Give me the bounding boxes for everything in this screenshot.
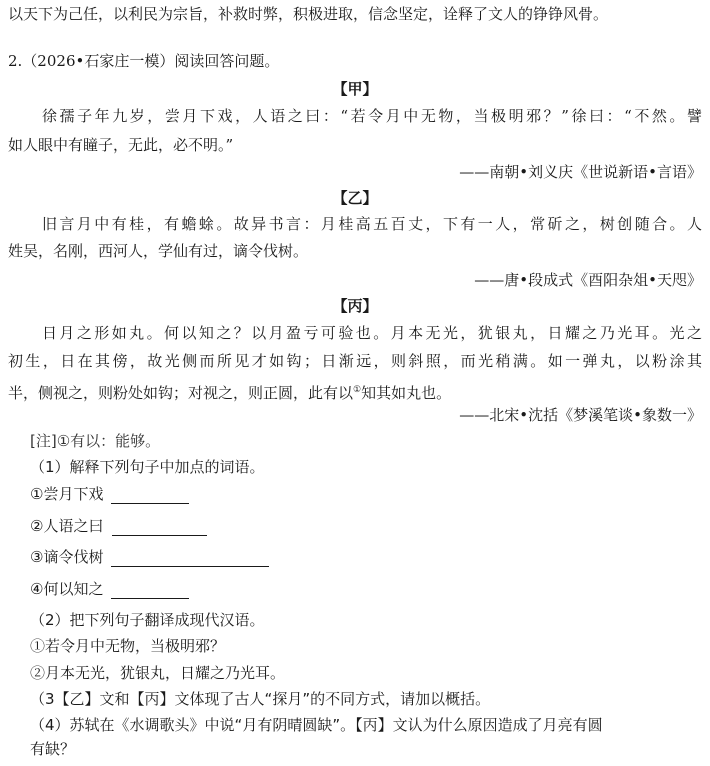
item-number: ① xyxy=(30,485,44,503)
question-2-item-1: ①若令月中无物，当极明邪？ xyxy=(30,637,226,655)
preceding-text-line: 以天下为己任，以利民为宗旨，补救时弊，积极进取，信念坚定，诠释了文人的铮铮风骨。 xyxy=(8,5,609,23)
dotted-word: 尝 xyxy=(43,485,59,503)
answer-blank[interactable] xyxy=(111,582,189,599)
passage-bing-heading: 【丙】 xyxy=(332,297,378,315)
passage-yi-heading: 【乙】 xyxy=(332,189,378,207)
text-run: 知其如丸也。 xyxy=(361,384,452,402)
item-number: ③ xyxy=(30,548,44,566)
text-run: 以知之 xyxy=(58,580,104,598)
dotted-word: 语 xyxy=(58,517,74,535)
text-run: 徐孺子年九岁， xyxy=(42,107,165,125)
text-run: 姓吴，名刚，西河人，学仙有过， xyxy=(8,242,234,260)
text-run: 令伐树。 xyxy=(248,242,309,260)
passage-jia-source: ——南朝•刘义庆《世说新语•言语》 xyxy=(459,163,702,181)
answer-blank[interactable] xyxy=(111,550,269,567)
item-number: ② xyxy=(30,517,44,535)
text-run: 人 xyxy=(43,517,59,535)
question-2-stem: （2）把下列句子翻译成现代汉语。 xyxy=(30,611,265,629)
text-run: 月下戏，人 xyxy=(182,107,271,125)
passage-bing-line-3 xyxy=(8,380,702,403)
dotted-word: 谪 xyxy=(43,548,59,566)
passage-yi-source: ——唐•段成式《酉阳杂俎•天咫》 xyxy=(474,271,702,289)
text-run: 月下戏 xyxy=(58,485,104,503)
answer-blank[interactable] xyxy=(111,487,189,504)
text-run: 日月之形如丸。 xyxy=(42,324,165,342)
passage-yi-line-2 xyxy=(8,241,702,261)
passage-yi-line-1: 旧言月中有桂，有蟾蜍。故异书言：月桂高五百丈，下有一人，常斫之，树创随合。人 xyxy=(42,215,702,233)
question-3: （3【乙】文和【丙】文体现了古人“探月”的不同方式，请加以概括。 xyxy=(30,690,491,708)
text-run: 令伐树 xyxy=(58,548,104,566)
question-1-item-3 xyxy=(30,547,690,567)
dotted-word: 语 xyxy=(270,107,288,125)
question-2-item-2: ②月本无光，犹银丸，日耀之乃光耳。 xyxy=(30,664,286,682)
question-1-stem: （1）解释下列句子中加点的词语。 xyxy=(30,458,265,476)
item-number: ④ xyxy=(30,580,44,598)
passage-jia-line-2: 如人眼中有瞳子，无此，必不明。” xyxy=(8,136,234,154)
question-1-item-1 xyxy=(30,484,690,504)
passage-jia-heading: 【甲】 xyxy=(332,80,378,98)
footnote-marker: ① xyxy=(353,385,362,395)
text-run: 半，侧视之，则粉处如钩；对视之，则正圆，此有以 xyxy=(8,384,354,402)
text-run: 之曰：“若令月中无物，当极明邪？”徐曰：“不然。譬 xyxy=(287,107,702,125)
dotted-word: 尝 xyxy=(164,107,183,125)
passage-bing-line-2: 初生，日在其傍，故光侧而所见才如钩；日渐远，则斜照，而光稍满。如一弹丸，以粉涂其 xyxy=(8,352,702,370)
dotted-word: 谪 xyxy=(233,242,249,260)
text-run: 之曰 xyxy=(73,517,104,535)
footnote: [注]①有以：能够。 xyxy=(30,432,161,450)
passage-bing-line-1 xyxy=(8,323,702,343)
dotted-word: 何 xyxy=(164,324,182,342)
answer-blank[interactable] xyxy=(112,519,207,536)
dotted-word: 何 xyxy=(43,580,59,598)
question-1-item-2 xyxy=(30,516,690,536)
passage-jia-line-1 xyxy=(8,106,702,126)
question-4-line-1: （4）苏轼在《水调歌头》中说“月有阴晴圆缺”。【丙】文认为什么原因造成了月亮有圆 xyxy=(30,716,603,734)
question-1-item-4 xyxy=(30,579,690,599)
passage-bing-source: ——北宋•沈括《梦溪笔谈•象数一》 xyxy=(459,406,702,424)
question-title: 2.（2026•石家庄一模）阅读回答问题。 xyxy=(8,52,280,70)
text-run: 以知之？以月盈亏可验也。月本无光，犹银丸，日耀之乃光耳。光之 xyxy=(181,324,702,342)
question-4-line-2: 有缺？ xyxy=(30,740,76,758)
